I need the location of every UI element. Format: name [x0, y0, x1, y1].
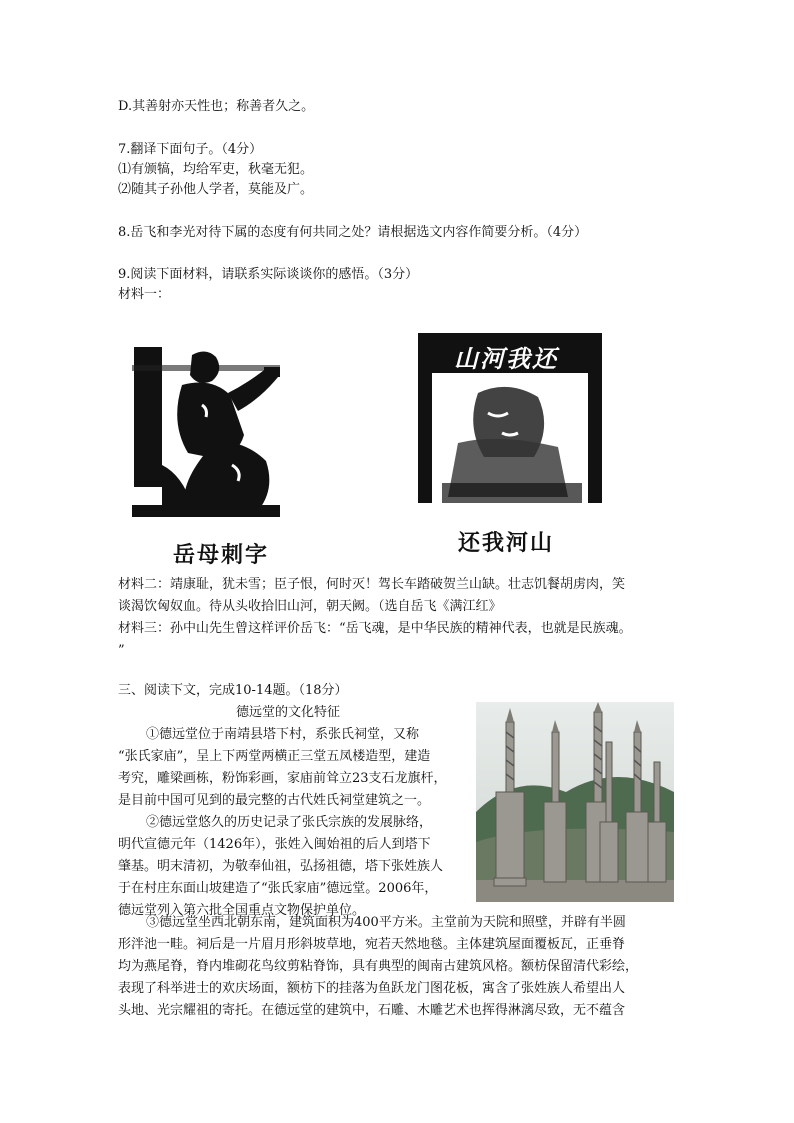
p2-line-4: 于在村庄东面山坡建造了“张氏家庙”德远堂。2006年，	[118, 881, 438, 896]
p1-line-1: ①德远堂位于南靖县塔下村，系张氏祠堂，又称	[146, 727, 420, 742]
q7-sentence-1: ⑴有颁犒，均给军吏，秋毫无犯。	[118, 162, 314, 177]
material-2-line-2: 谈渴饮匈奴血。待从头收拾旧山河，朝天阙。（选自岳飞《满江红》	[118, 599, 502, 614]
p2-line-2: 明代宣德元年（1426年），张姓入闽始祖的后人到塔下	[118, 837, 431, 852]
material-3-line-1: 材料三：孙中山先生曾这样评价岳飞：“岳飞魂，是中华民族的精神代表，也就是民族魂。	[118, 621, 632, 636]
return-my-land-image	[418, 333, 602, 503]
q9-title: 9.阅读下面材料，请联系实际谈谈你的感悟。（3分）	[118, 267, 419, 282]
q7-title: 7.翻译下面句子。（4分）	[118, 142, 263, 157]
material-2-line-1: 材料二：靖康耻，犹未雪；臣子恨，何时灭！驾长车踏破贺兰山缺。壮志饥餐胡虏肉，笑	[118, 577, 626, 592]
material-3-line-2: ”	[118, 643, 125, 658]
q8-title: 8.岳飞和李光对待下属的态度有何共同之处？请根据选文内容作简要分析。（4分）	[118, 225, 588, 240]
q7-sentence-2: ⑵随其子孙他人学者，莫能及广。	[118, 182, 314, 197]
p1-line-2: “张氏家庙”，呈上下两堂两横正三堂五凤楼造型，建造	[118, 749, 431, 764]
stone-dragon-flagpoles-photo	[476, 702, 674, 902]
p3-line-5: 头地、光宗耀祖的寄托。在德远堂的建筑中，石雕、木雕艺术也挥得淋漓尽致，无不蕴含	[118, 1003, 626, 1018]
p1-line-4: 是目前中国可见到的最完整的古代姓氏祠堂建筑之一。	[118, 793, 431, 808]
article-title: 德远堂的文化特征	[236, 705, 341, 720]
image-1-caption: 岳母刺字	[173, 543, 270, 568]
section-3-heading: 三、阅读下文，完成10-14题。（18分）	[118, 683, 348, 698]
yue-mother-tattoo-image	[132, 345, 280, 517]
image-2-caption: 还我河山	[458, 531, 555, 556]
p2-line-1: ②德远堂悠久的历史记录了张氏宗族的发展脉络，	[146, 815, 433, 830]
material-1-label: 材料一：	[118, 287, 171, 302]
p3-line-1: ③德远堂坐西北朝东南，建筑面积为400平方米。主堂前为天院和照壁，并辟有半圆	[146, 915, 626, 930]
p2-line-5: 德远堂列入第六批全国重点文物保护单位。	[118, 903, 366, 918]
image-2-inscription: 山河我还	[454, 344, 558, 373]
woodcut-figure-illustration	[132, 345, 280, 517]
p3-line-2: 形泮池一畦。祠后是一片眉月形斜坡草地，宛若天然地毯。主体建筑屋面覆板瓦，正垂脊	[118, 937, 626, 952]
p1-line-3: 考究，雕梁画栋，粉饰彩画，家庙前耸立23支石龙旗杆，	[118, 771, 447, 786]
p2-line-3: 肇基。明末清初，为敬奉仙祖，弘扬祖德，塔下张姓族人	[118, 859, 444, 874]
option-d: D.其善射亦天性也；称善者久之。	[118, 99, 315, 114]
flagpoles-illustration	[476, 702, 674, 902]
p3-line-3: 均为燕尾脊，脊内堆砌花鸟纹剪粘脊饰，具有典型的闽南古建筑风格。额枋保留清代彩绘，	[118, 959, 639, 974]
p3-line-4: 表现了科举进士的欢庆场面，额枋下的挂落为鱼跃龙门图花板，寓含了张姓族人希望出人	[118, 981, 626, 996]
